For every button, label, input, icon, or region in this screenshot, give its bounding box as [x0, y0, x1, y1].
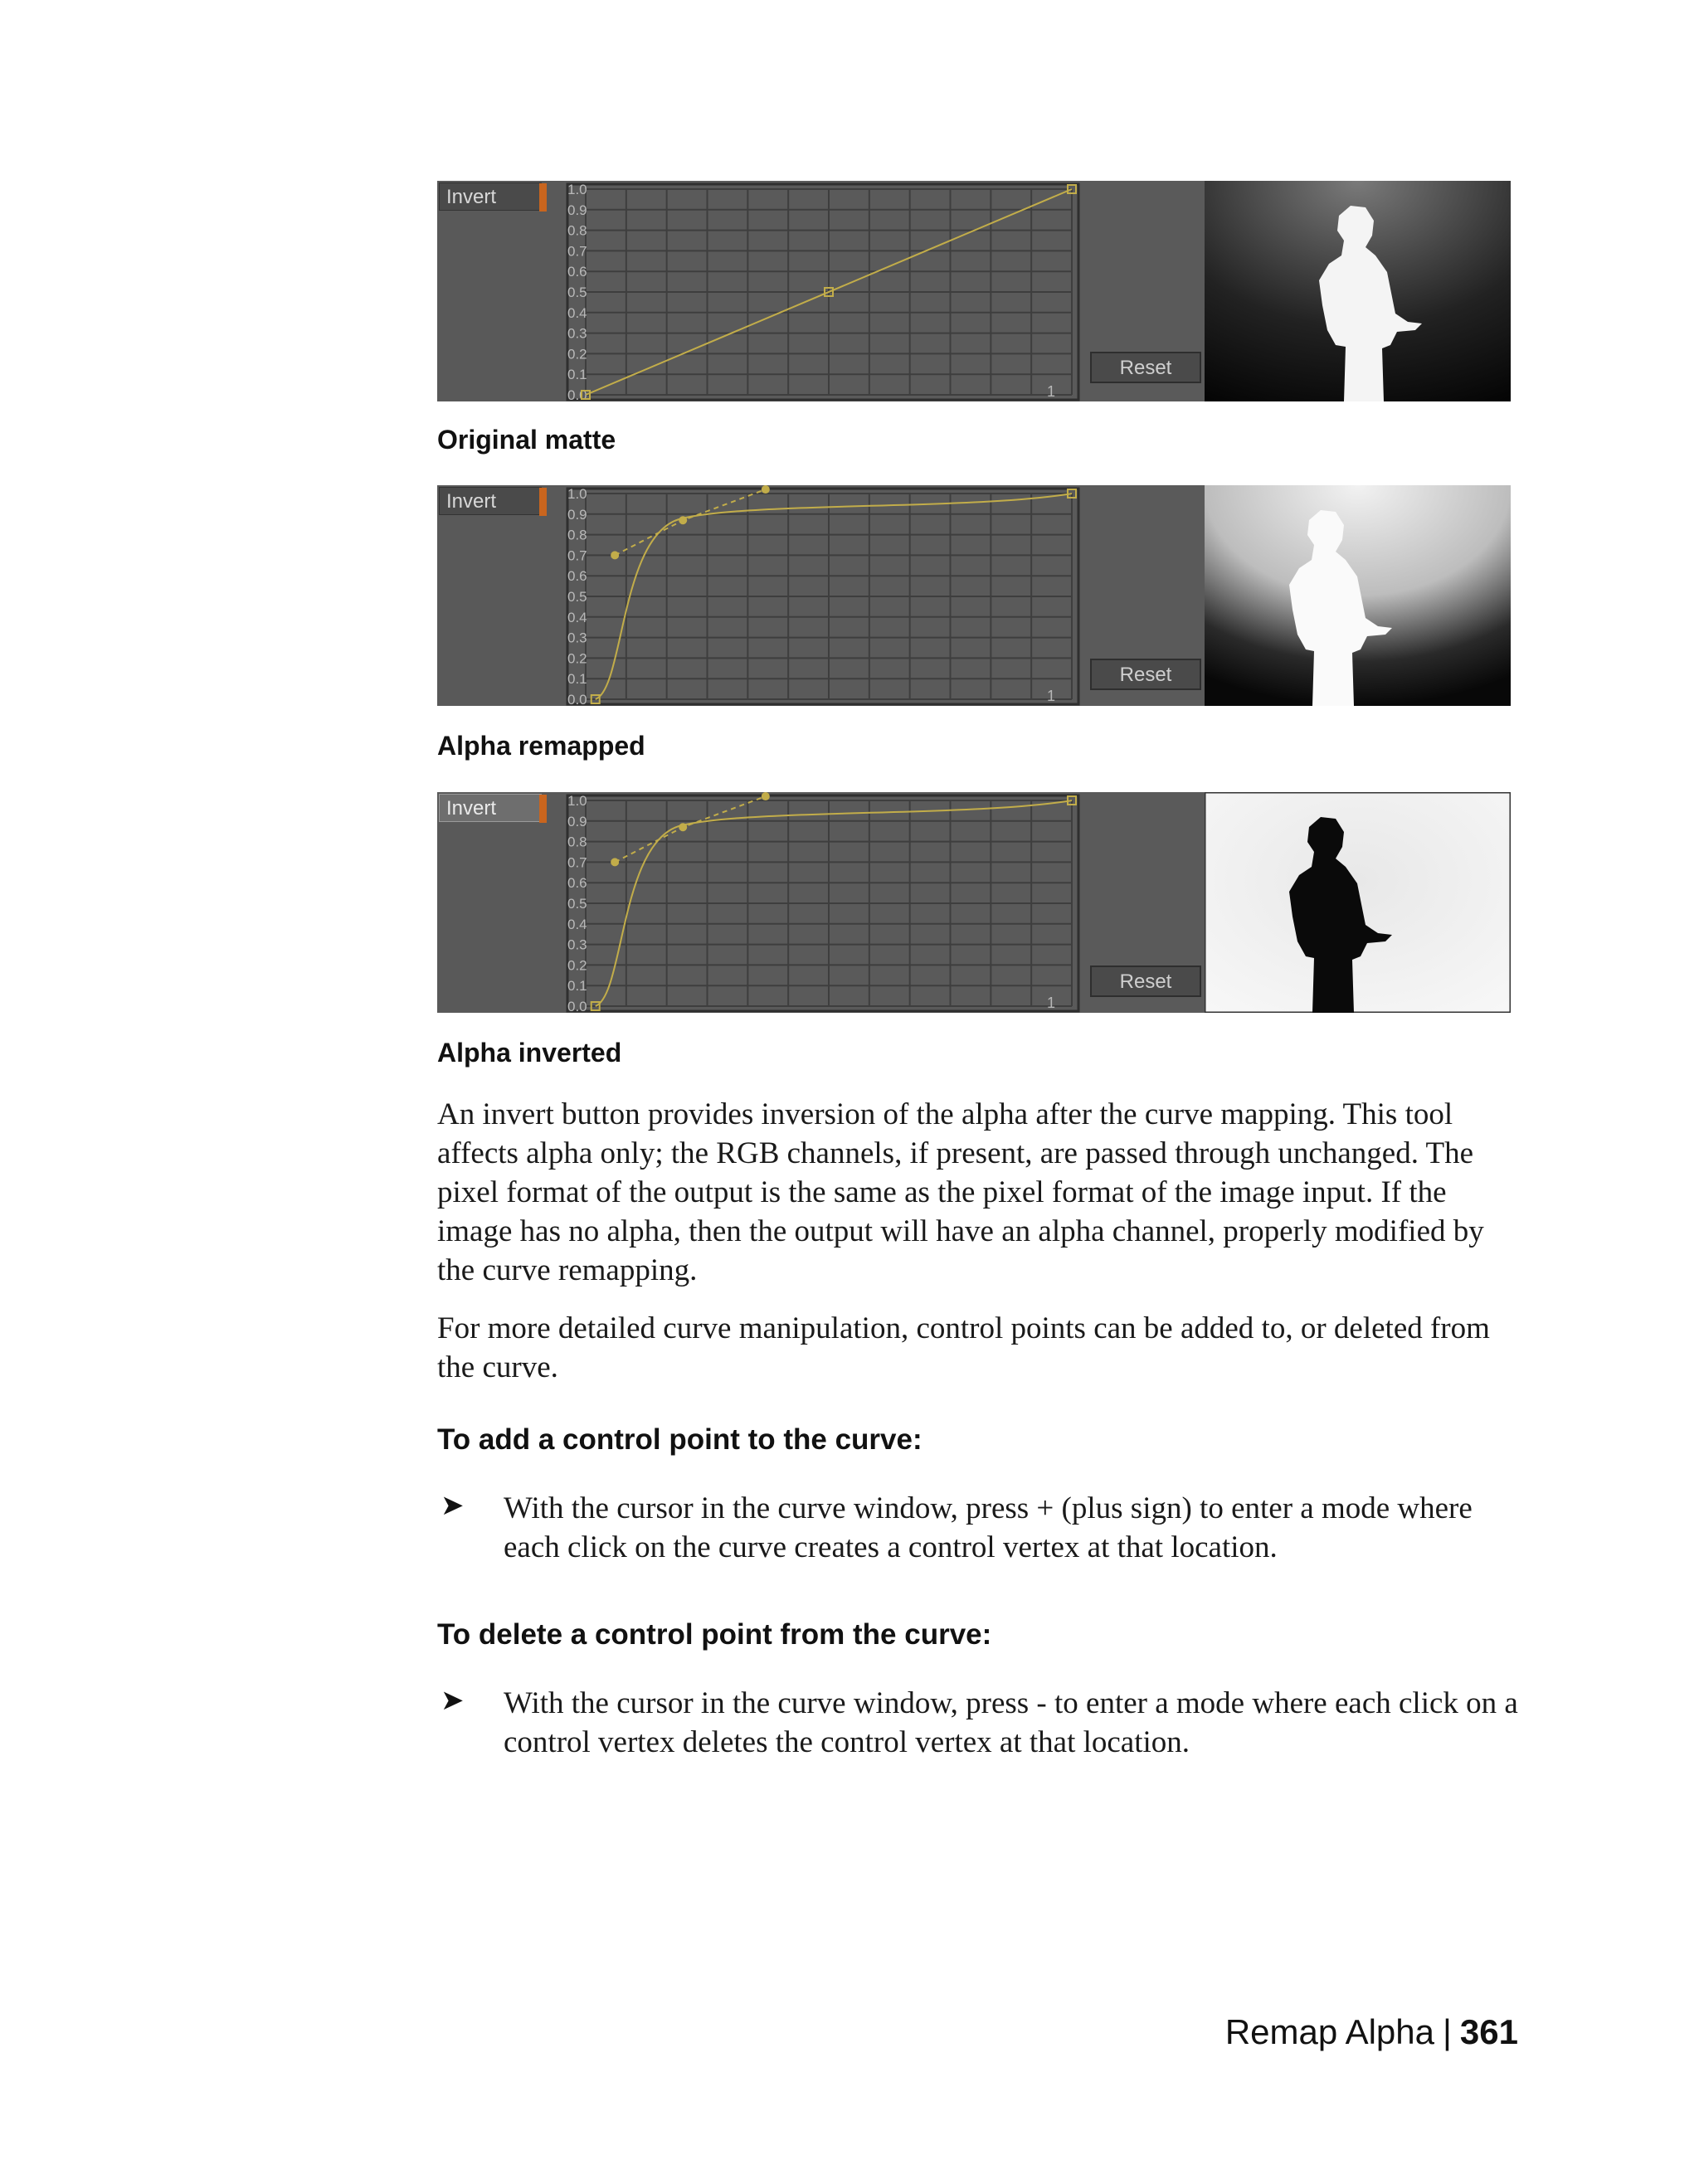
toggle-indicator [539, 183, 547, 212]
bullet-arrow-icon: ➤ [441, 1491, 465, 1521]
bullet-arrow-icon: ➤ [441, 1685, 465, 1716]
figure-caption: Alpha inverted [437, 1038, 622, 1068]
x-axis-end-label: 1 [1047, 995, 1056, 1011]
y-tick-label: 0.4 [567, 916, 587, 932]
handle-point [762, 792, 770, 800]
reset-button[interactable]: Reset [1090, 966, 1201, 997]
y-tick-label: 0.9 [567, 506, 587, 523]
matte-preview [1205, 792, 1511, 1013]
controls-panel [437, 181, 564, 401]
figure-caption: Original matte [437, 425, 616, 455]
toggle-indicator [539, 488, 547, 516]
y-tick-label: 0.7 [567, 854, 587, 871]
page-footer [1225, 2012, 1518, 2052]
y-tick-label: 0.5 [567, 285, 587, 300]
y-tick-label: 0.9 [567, 202, 587, 218]
invert-button-label: Invert [446, 490, 497, 513]
y-tick-label: 0.9 [567, 813, 587, 829]
figure-original-matte [437, 181, 1511, 401]
heading-delete-control-point: To delete a control point from the curve: [437, 1618, 992, 1651]
y-tick-label: 0.4 [567, 609, 587, 625]
step-delete-control-point: With the cursor in the curve window, press - to enter a mode where each click on a control vertex deletes the control vertex at that location. [504, 1686, 1518, 1759]
footer-separator: | [1443, 2012, 1452, 2051]
y-tick-label: 1.0 [567, 793, 587, 809]
paragraph-invert-description: An invert button provides inversion of the alpha after the curve mapping. This tool affects alpha only; the RGB channels, if present, are passed through unchanged. The pixel format of the output is the same as the pixel format of the image input. If the image has no alpha, then the output will have an alpha channel, properly modified by the curve remapping. [437, 1097, 1484, 1287]
controls-panel [437, 792, 564, 1013]
x-axis-end-label: 1 [1047, 383, 1056, 400]
invert-button-label: Invert [446, 186, 497, 208]
y-tick-label: 0.1 [567, 367, 587, 383]
y-tick-label: 0.4 [567, 304, 587, 321]
heading-add-control-point: To add a control point to the curve: [437, 1423, 923, 1456]
invert-button-label: Invert [446, 797, 497, 820]
toggle-indicator [539, 795, 547, 823]
y-tick-label: 0.6 [567, 875, 587, 892]
y-tick-label: 0.0 [567, 387, 587, 401]
page-number: 361 [1459, 2012, 1518, 2051]
invert-button[interactable] [439, 182, 542, 211]
handle-point [611, 858, 619, 866]
y-tick-label: 0.3 [567, 936, 587, 953]
y-tick-label: 0.2 [567, 957, 587, 974]
reset-button[interactable]: Reset [1090, 659, 1201, 690]
y-tick-label: 1.0 [567, 182, 587, 197]
invert-button[interactable] [439, 794, 542, 822]
y-tick-label: 0.8 [567, 834, 587, 850]
reset-button[interactable]: Reset [1090, 352, 1201, 383]
controls-panel [437, 485, 564, 706]
y-tick-label: 0.6 [567, 264, 587, 280]
y-tick-label: 0.3 [567, 325, 587, 342]
y-tick-label: 0.2 [567, 650, 587, 667]
y-tick-label: 0.1 [567, 978, 587, 995]
y-axis-ticks [567, 486, 587, 706]
y-tick-label: 0.0 [567, 999, 587, 1013]
handle-point [679, 823, 687, 831]
y-tick-label: 0.7 [567, 547, 587, 564]
y-axis-ticks [567, 793, 587, 1013]
y-tick-label: 0.0 [567, 692, 587, 706]
matte-preview [1205, 181, 1511, 401]
step-add-control-point: With the cursor in the curve window, press + (plus sign) to enter a mode where each click on the curve creates a control vertex at that location. [504, 1491, 1473, 1564]
y-tick-label: 0.8 [567, 222, 587, 239]
y-axis-ticks [567, 182, 587, 401]
y-tick-label: 0.7 [567, 243, 587, 260]
handle-point [611, 551, 619, 559]
y-tick-label: 1.0 [567, 486, 587, 502]
handle-point [762, 485, 770, 494]
y-tick-label: 0.2 [567, 346, 587, 362]
handle-point [679, 516, 687, 524]
matte-preview [1205, 485, 1511, 706]
figure-caption: Alpha remapped [437, 731, 645, 761]
y-tick-label: 0.8 [567, 527, 587, 543]
y-tick-label: 0.6 [567, 568, 587, 585]
figure-alpha-inverted [437, 792, 1511, 1013]
invert-button[interactable] [439, 487, 542, 515]
y-tick-label: 0.5 [567, 896, 587, 912]
y-tick-label: 0.5 [567, 589, 587, 605]
y-tick-label: 0.3 [567, 630, 587, 646]
paragraph-control-points: For more detailed curve manipulation, control points can be added to, or deleted from the curve. [437, 1311, 1490, 1384]
section-title: Remap Alpha [1224, 2012, 1434, 2051]
y-tick-label: 0.1 [567, 671, 587, 688]
x-axis-end-label: 1 [1047, 688, 1056, 704]
figure-alpha-remapped [437, 485, 1511, 706]
